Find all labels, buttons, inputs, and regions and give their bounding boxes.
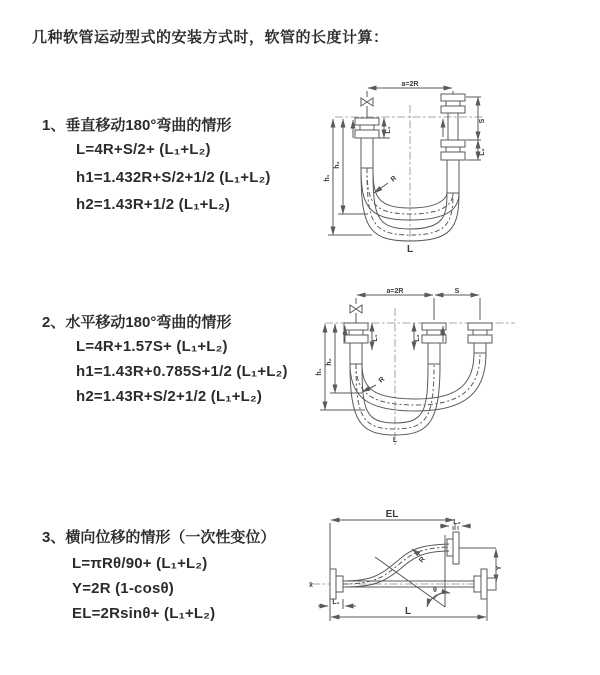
displaced-end-flange — [447, 532, 459, 564]
moving-end-flange-pos2 — [468, 323, 492, 343]
label-h2: h₂ — [334, 161, 341, 169]
fixed-end-flange — [344, 323, 368, 343]
hose-u-bend — [350, 353, 486, 435]
label-a2r: a=2R — [401, 81, 419, 88]
valve-icon — [350, 305, 362, 313]
label-h1: h₁ — [324, 174, 331, 182]
moving-end-flange-pos1 — [422, 323, 446, 343]
fixed-end-flange — [355, 118, 379, 138]
formula-2-2: h1=1.43R+0.785S+1/2 (L₁+L₂) — [76, 363, 288, 380]
section-3-heading: 3、横向位移的情形（一次性变位） — [42, 529, 276, 546]
label-r: R — [389, 174, 399, 184]
label-l2: L₂ — [479, 148, 486, 156]
braided-hose-right — [447, 160, 459, 193]
formula-2-3: h2=1.43R+S/2+1/2 (L₁+L₂) — [76, 388, 263, 405]
label-s: S — [479, 118, 486, 124]
label-h1: h₁ — [316, 368, 323, 376]
braided-hose-left — [361, 138, 373, 168]
braided-hose-left — [350, 343, 362, 364]
section-1-heading: 1、垂直移动180°弯曲的情形 — [42, 117, 232, 134]
diagram-vertical-180-bend — [310, 75, 600, 255]
fixed-end-flange — [330, 569, 343, 599]
label-l2: L₂ — [453, 519, 461, 526]
label-theta: θ — [433, 587, 437, 594]
label-el: EL — [385, 509, 399, 520]
page-title: 几种软管运动型式的安装方式时，软管的长度计算： — [32, 29, 389, 46]
label-a2r: a=2R — [386, 288, 404, 295]
formula-1-2: h1=1.432R+S/2+1/2 (L₁+L₂) — [76, 169, 271, 186]
moving-end-flange-upper — [441, 94, 465, 113]
label-r: R — [377, 375, 387, 385]
label-l1: L₁ — [332, 599, 340, 606]
original-end-flange — [474, 569, 496, 599]
formula-1-1: L=4R+S/2+ (L₁+L₂) — [76, 141, 211, 158]
label-y: Y — [496, 565, 503, 571]
formula-3-1: L=πRθ/90+ (L₁+L₂) — [72, 555, 208, 572]
diagram-lateral-displacement — [300, 505, 600, 645]
label-l: L — [406, 244, 414, 255]
label-l: L — [392, 437, 398, 444]
label-l: L — [404, 606, 412, 617]
centerline-datum-mark: x̄ — [309, 582, 313, 589]
radius-leader — [412, 549, 421, 556]
formula-2-1: L=4R+1.57S+ (L₁+L₂) — [76, 338, 228, 355]
label-l1: L₁ — [372, 334, 379, 342]
braided-hose-right — [474, 343, 486, 353]
formula-3-3: EL=2Rsinθ+ (L₁+L₂) — [72, 605, 216, 622]
braided-hose-middle — [428, 343, 440, 364]
valve-icon — [361, 98, 373, 106]
label-s: S — [454, 288, 460, 295]
label-l2: L₂ — [414, 334, 421, 342]
diagram-horizontal-180-bend — [310, 280, 600, 450]
label-h2: h₂ — [326, 358, 333, 366]
moving-end-flange-lower — [441, 140, 465, 160]
label-l1: L₁ — [385, 126, 392, 134]
formula-1-3: h2=1.43R+1/2 (L₁+L₂) — [76, 196, 231, 213]
label-r: R — [418, 555, 427, 565]
radius-leader — [374, 183, 388, 193]
formula-3-2: Y=2R (1-cosθ) — [72, 580, 174, 597]
section-2-heading: 2、水平移动180°弯曲的情形 — [42, 314, 232, 331]
